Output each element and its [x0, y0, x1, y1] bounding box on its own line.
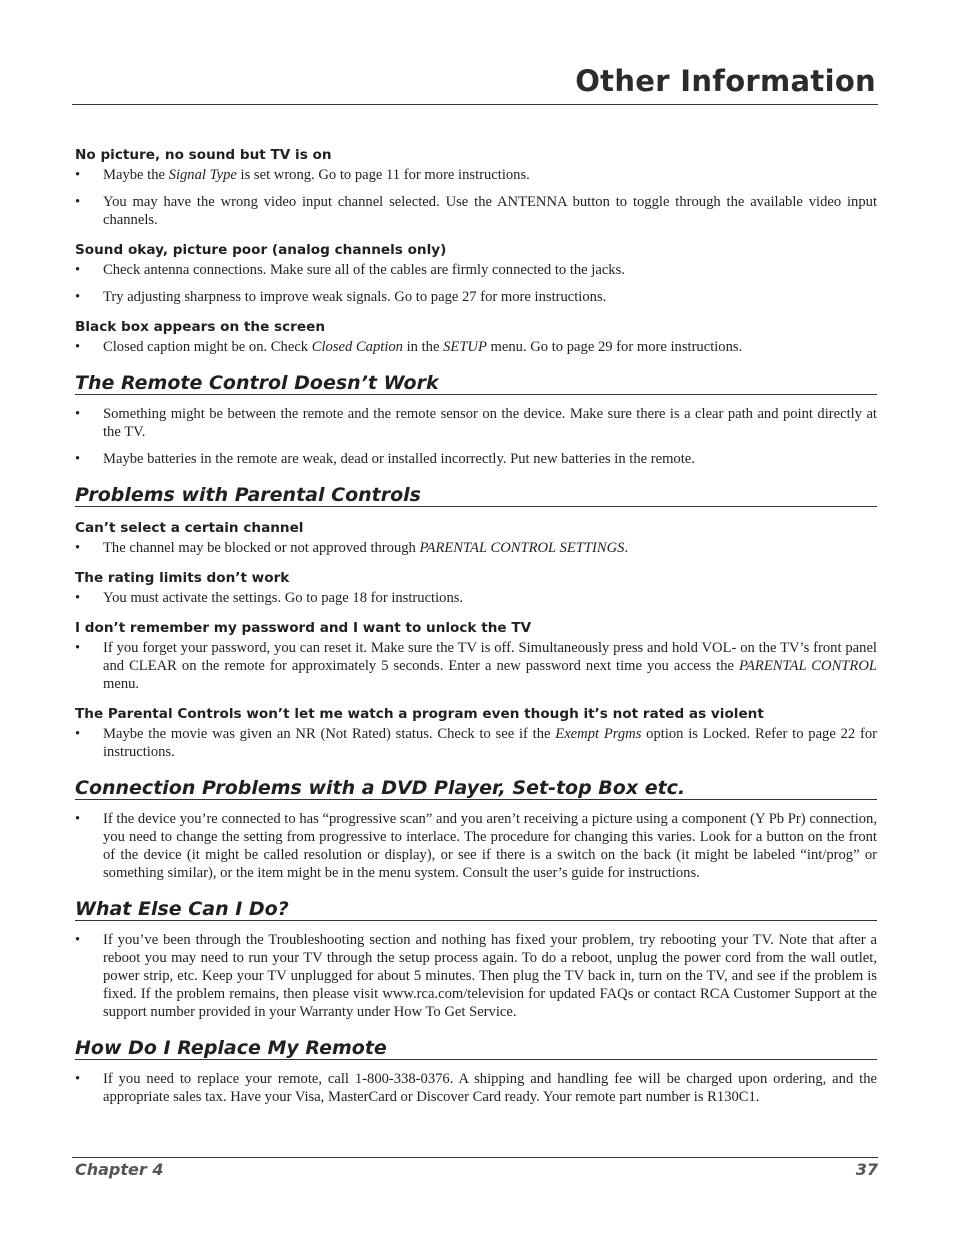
header-rule — [72, 104, 878, 105]
section-replace-remote — [75, 1035, 877, 1060]
text: Closed caption might be on. Check — [103, 339, 312, 355]
menu-term: Exempt Prgms — [555, 726, 642, 742]
section-heading: How Do I Replace My Remote — [75, 1037, 387, 1059]
issue-title: No picture, no sound but TV is on — [75, 147, 332, 163]
issue-black-box — [75, 318, 877, 356]
list-item: • If the device you’re connected to has “progressive scan” and you aren’t receiving a picture using a component (Y Pb Pr) connection, you need to change the setting from progressive to interlace. The procedure for changing this varies. Look for a button on the front of the device (it might be called resolution or display), or see if there is a switch on the back (it might be labeled “int/prog” or something similar), or the item might be in the menu system. Consult the user’s guide for instructions. — [75, 810, 877, 882]
issue-title: The rating limits don’t work — [75, 570, 290, 586]
text: The channel may be blocked or not approved through — [103, 540, 420, 556]
issue-title: The Parental Controls won’t let me watch a program even though it’s not rated as violent — [75, 706, 764, 722]
issue-rating-limits — [75, 569, 877, 607]
issue-select-channel — [75, 519, 877, 557]
issue-title: Can’t select a certain channel — [75, 520, 304, 536]
text: . — [624, 540, 629, 556]
issue-picture-poor — [75, 241, 877, 306]
text: Maybe the movie was given an NR (Not Rated) status. Check to see if the — [103, 726, 556, 742]
list-item: • If you’ve been through the Troubleshooting section and nothing has fixed your problem, try rebooting your TV. Note that after a reboot you may need to run your TV through the setup process again. To do a reboot, unplug the power cord from the wall outlet, power strip, etc. Keep your TV unplugged for about 5 minutes. Then plug the TV back in, turn on the TV, and see if the problem is fixed. If the problem remains, then please visit www.rca.com/television for updated FAQs or contact RCA Customer Support at the support number provided in your Warranty under How To Get Service. — [75, 931, 877, 1021]
issue-title: I don’t remember my password and I want to unlock the TV — [75, 620, 532, 636]
page-title: Other Information — [575, 64, 876, 98]
footer-rule — [72, 1157, 878, 1158]
text: option is Locked. Refer to page 22 for instructions. — [103, 726, 877, 760]
section-heading: Problems with Parental Controls — [75, 484, 421, 506]
list-item: • Maybe batteries in the remote are weak, dead or installed incorrectly. Put new batteries in the remote. — [75, 450, 877, 468]
list-item: • If you need to replace your remote, call 1-800-338-0376. A shipping and handling fee will be charged upon ordering, and the appropriate sales tax. Have your Visa, MasterCard or Discover Card ready. Your remote part number is R130C1. — [75, 1070, 877, 1106]
menu-term: Signal Type — [168, 167, 237, 183]
issue-title: Sound okay, picture poor (analog channels only) — [75, 242, 447, 258]
issue-not-violent — [75, 705, 877, 761]
page-content — [75, 146, 877, 1115]
section-heading: Connection Problems with a DVD Player, Set-top Box etc. — [75, 777, 686, 799]
menu-term: PARENTAL CONTROL — [738, 658, 877, 674]
text: If you forget your password, you can reset it. Make sure the TV is off. Simultaneously press and hold VOL- on the TV’s front panel and CLEAR on the remote for approximately 5 seconds. Enter a new password next time you access the — [103, 640, 877, 674]
text: menu. — [103, 676, 140, 692]
list-item — [75, 338, 877, 356]
list-item: • Try adjusting sharpness to improve weak signals. Go to page 27 for more instructions. — [75, 288, 877, 306]
issue-no-picture — [75, 146, 877, 229]
menu-term: PARENTAL CONTROL SETTINGS — [419, 540, 625, 556]
section-parental — [75, 482, 877, 507]
page-number: 37 — [855, 1160, 878, 1179]
text: is set wrong. Go to page 11 for more instructions. — [236, 167, 530, 183]
list-item — [75, 166, 877, 184]
issue-title: Black box appears on the screen — [75, 319, 325, 335]
list-item — [75, 725, 877, 761]
list-item: • You may have the wrong video input channel selected. Use the ANTENNA button to toggle through the available video input channels. — [75, 193, 877, 229]
list-item — [75, 639, 877, 693]
menu-term: Closed Caption — [311, 339, 403, 355]
section-heading: The Remote Control Doesn’t Work — [75, 372, 439, 394]
list-item: • Something might be between the remote and the remote sensor on the device. Make sure there is a clear path and point directly at the TV. — [75, 405, 877, 441]
section-remote — [75, 370, 877, 395]
menu-term: SETUP — [443, 339, 487, 355]
text: menu. Go to page 29 for more instructions. — [486, 339, 743, 355]
list-item — [75, 539, 877, 557]
text: Maybe the — [103, 167, 169, 183]
list-item: • You must activate the settings. Go to page 18 for instructions. — [75, 589, 877, 607]
section-connection — [75, 775, 877, 800]
issue-password — [75, 619, 877, 693]
section-what-else — [75, 896, 877, 921]
footer-chapter: Chapter 4 — [75, 1160, 164, 1179]
text: in the — [402, 339, 444, 355]
section-heading: What Else Can I Do? — [75, 898, 289, 920]
list-item: • Check antenna connections. Make sure all of the cables are firmly connected to the jacks. — [75, 261, 877, 279]
